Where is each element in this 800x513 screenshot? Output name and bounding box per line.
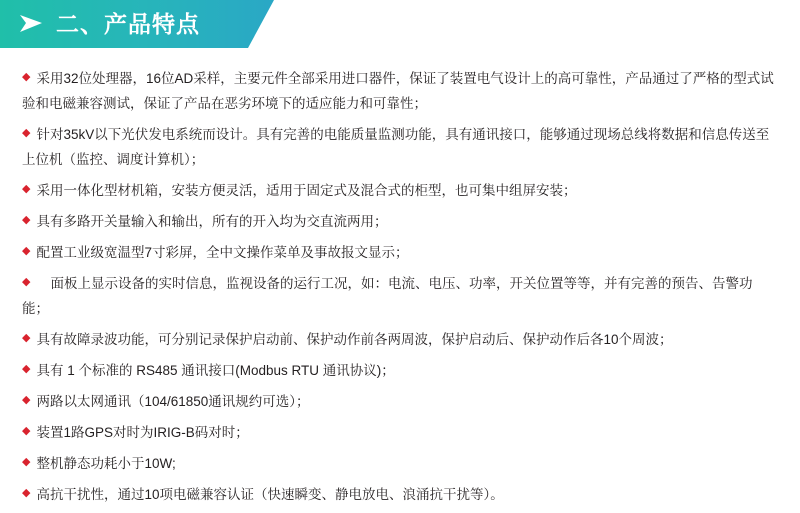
list-item-text: 采用32位处理器，16位AD采样，主要元件全部采用进口器件，保证了装置电气设计上的高可靠性，产品通过了严格的型式试验和电磁兼容测试，保证了产品在恶劣环境下的适应能力和可靠性； (22, 71, 774, 111)
list-item (22, 240, 778, 265)
list-item (22, 178, 778, 203)
list-item (22, 66, 778, 116)
arrow-right-icon (18, 11, 44, 37)
list-item (22, 420, 778, 445)
list-item-text: 具有 1 个标准的 RS485 通讯接口(Modbus RTU 通讯协议)； (36, 363, 395, 378)
list-item-text: 装置1路GPS对时为IRIG-B码对时； (36, 425, 249, 440)
header-white-space (274, 0, 800, 48)
list-item-text: 整机静态功耗小于10W; (36, 456, 176, 471)
list-item-text: 面板上显示设备的实时信息，监视设备的运行工况，如：电流、电压、功率，开关位置等等，并有完善的预告、告警功能； (22, 276, 753, 316)
list-item (22, 271, 778, 321)
list-item (22, 451, 778, 476)
section-header-band (0, 0, 800, 48)
bullet-icon: ◆ (22, 127, 31, 139)
list-item-text: 针对35kV以下光伏发电系统而设计。具有完善的电能质量监测功能，具有通讯接口，能够通过现场总线将数据和信息传送至上位机（监控、调度计算机）； (22, 127, 770, 167)
bullet-icon: ◆ (22, 332, 31, 344)
bullet-icon: ◆ (22, 363, 31, 375)
bullet-icon: ◆ (22, 183, 31, 195)
bullet-icon: ◆ (22, 425, 31, 437)
list-item-text: 配置工业级宽温型7寸彩屏，全中文操作菜单及事故报文显示； (36, 245, 409, 260)
list-item (22, 209, 778, 234)
bullet-icon: ◆ (22, 394, 31, 406)
list-item-text: 采用一体化型材机箱，安装方便灵活，适用于固定式及混合式的柜型，也可集中组屏安装； (36, 183, 577, 198)
bullet-icon: ◆ (22, 456, 31, 468)
feature-list (0, 48, 800, 507)
list-item (22, 482, 778, 507)
bullet-icon: ◆ (22, 276, 31, 288)
list-item-text: 具有故障录波功能，可分别记录保护启动前、保护动作前各两周波，保护启动后、保护动作后各10个周波； (36, 332, 673, 347)
list-item (22, 122, 778, 172)
list-item-text: 具有多路开关量输入和输出，所有的开入均为交直流两用； (36, 214, 388, 229)
list-item (22, 327, 778, 352)
bullet-icon: ◆ (22, 487, 31, 499)
list-item (22, 389, 778, 414)
list-item-text: 两路以太网通讯（104/61850通讯规约可选）； (36, 394, 310, 409)
page-title: 二、产品特点 (56, 11, 200, 37)
bullet-icon: ◆ (22, 214, 31, 226)
bullet-icon: ◆ (22, 245, 31, 257)
list-item (22, 358, 778, 383)
bullet-icon: ◆ (22, 71, 31, 83)
list-item-text: 高抗干扰性，通过10项电磁兼容认证（快速瞬变、静电放电、浪涌抗干扰等）。 (36, 487, 504, 502)
